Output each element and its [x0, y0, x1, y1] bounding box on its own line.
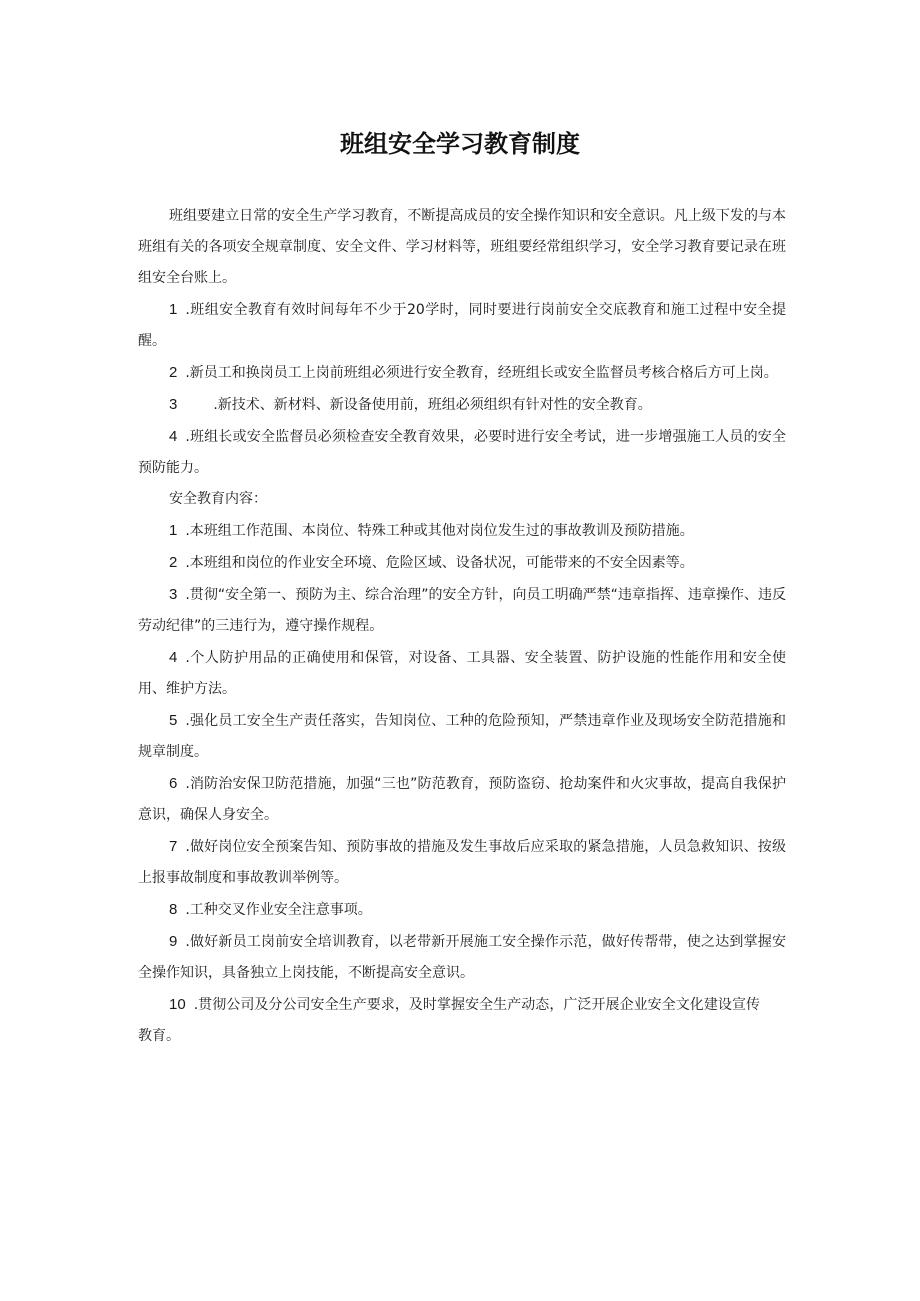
- rule-text: .班组长或安全监督员必须检查安全教育效果，必要时进行安全考试，进一步增强施工人员的安全预防能力。: [138, 429, 786, 476]
- rule-text: .新技术、新材料、新设备使用前，班组必须组织有针对性的安全教育。: [213, 397, 652, 413]
- content-text: .贯彻“安全第一、预防为主、综合治理”的安全方针，向员工明确严禁“违章指挥、违章操作、违反劳动纪律”的三违行为，遵守操作规程。: [138, 587, 786, 634]
- content-item: [138, 515, 786, 547]
- rule-item: [138, 389, 786, 421]
- rule-number: 1: [169, 301, 178, 318]
- content-number: 4: [169, 649, 178, 666]
- content-number: 5: [169, 712, 178, 729]
- content-text: .个人防护用品的正确使用和保管，对设备、工具器、安全装置、防护设施的性能作用和安全使用、维护方法。: [138, 650, 786, 697]
- content-text: .做好岗位安全预案告知、预防事故的措施及发生事故后应采取的紧急措施，人员急救知识、按级上报事故制度和事故教训举例等。: [138, 839, 786, 886]
- content-number: 10: [169, 996, 186, 1013]
- content-number: 3: [169, 586, 178, 603]
- rule-item: [138, 294, 786, 357]
- rule-item: [138, 357, 786, 389]
- rule-number: 2: [169, 364, 178, 381]
- content-item: [138, 705, 786, 768]
- content-item: [138, 894, 786, 926]
- content-number: 6: [169, 775, 178, 792]
- document-body: [138, 201, 786, 1052]
- content-item: [138, 579, 786, 642]
- content-text: .本班组工作范围、本岗位、特殊工种或其他对岗位发生过的事故教训及预防措施。: [185, 523, 694, 539]
- rule-item: [138, 421, 786, 484]
- rule-number: 4: [169, 428, 178, 445]
- content-text: .工种交叉作业安全注意事项。: [185, 902, 372, 918]
- content-item: [138, 642, 786, 705]
- content-number: 7: [169, 838, 178, 855]
- content-item: [138, 547, 786, 579]
- content-text: .本班组和岗位的作业安全环境、危险区域、设备状况，可能带来的不安全因素等。: [185, 555, 694, 571]
- intro-paragraph: 班组要建立日常的安全生产学习教育，不断提高成员的安全操作知识和安全意识。凡上级下发的与本班组有关的各项安全规章制度、安全文件、学习材料等，班组要经常组织学习，安全学习教育要记录在班组安全台账上。: [138, 208, 786, 286]
- content-item: [138, 831, 786, 894]
- content-number: 2: [169, 554, 178, 571]
- content-text: .强化员工安全生产责任落实，告知岗位、工种的危险预知，严禁违章作业及现场安全防范措施和规章制度。: [138, 713, 786, 760]
- document-title: 班组安全学习教育制度: [340, 130, 580, 158]
- content-heading: 安全教育内容：: [169, 491, 267, 507]
- content-item: [138, 926, 786, 989]
- content-number: 8: [169, 901, 178, 918]
- content-text: .做好新员工岗前安全培训教育，以老带新开展施工安全操作示范，做好传帮带，使之达到掌握安全操作知识，具备独立上岗技能，不断提高安全意识。: [138, 934, 786, 981]
- rule-text: .班组安全教育有效时间每年不少于20学时，同时要进行岗前安全交底教育和施工过程中安全提醒。: [138, 302, 786, 349]
- rule-number: 3: [169, 396, 178, 413]
- content-text: .贯彻公司及分公司安全生产要求，及时掌握安全生产动态，广泛开展企业安全文化建设宣传教育。: [138, 997, 760, 1044]
- content-number: 9: [169, 933, 178, 950]
- content-text: .消防治安保卫防范措施，加强“三也”防范教育，预防盗窃、抢劫案件和火灾事故，提高自我保护意识，确保人身安全。: [138, 776, 786, 823]
- content-item: [138, 768, 786, 831]
- content-number: 1: [169, 522, 178, 539]
- content-item: [138, 989, 760, 1052]
- rule-text: .新员工和换岗员工上岗前班组必须进行安全教育，经班组长或安全监督员考核合格后方可上岗。: [185, 365, 778, 381]
